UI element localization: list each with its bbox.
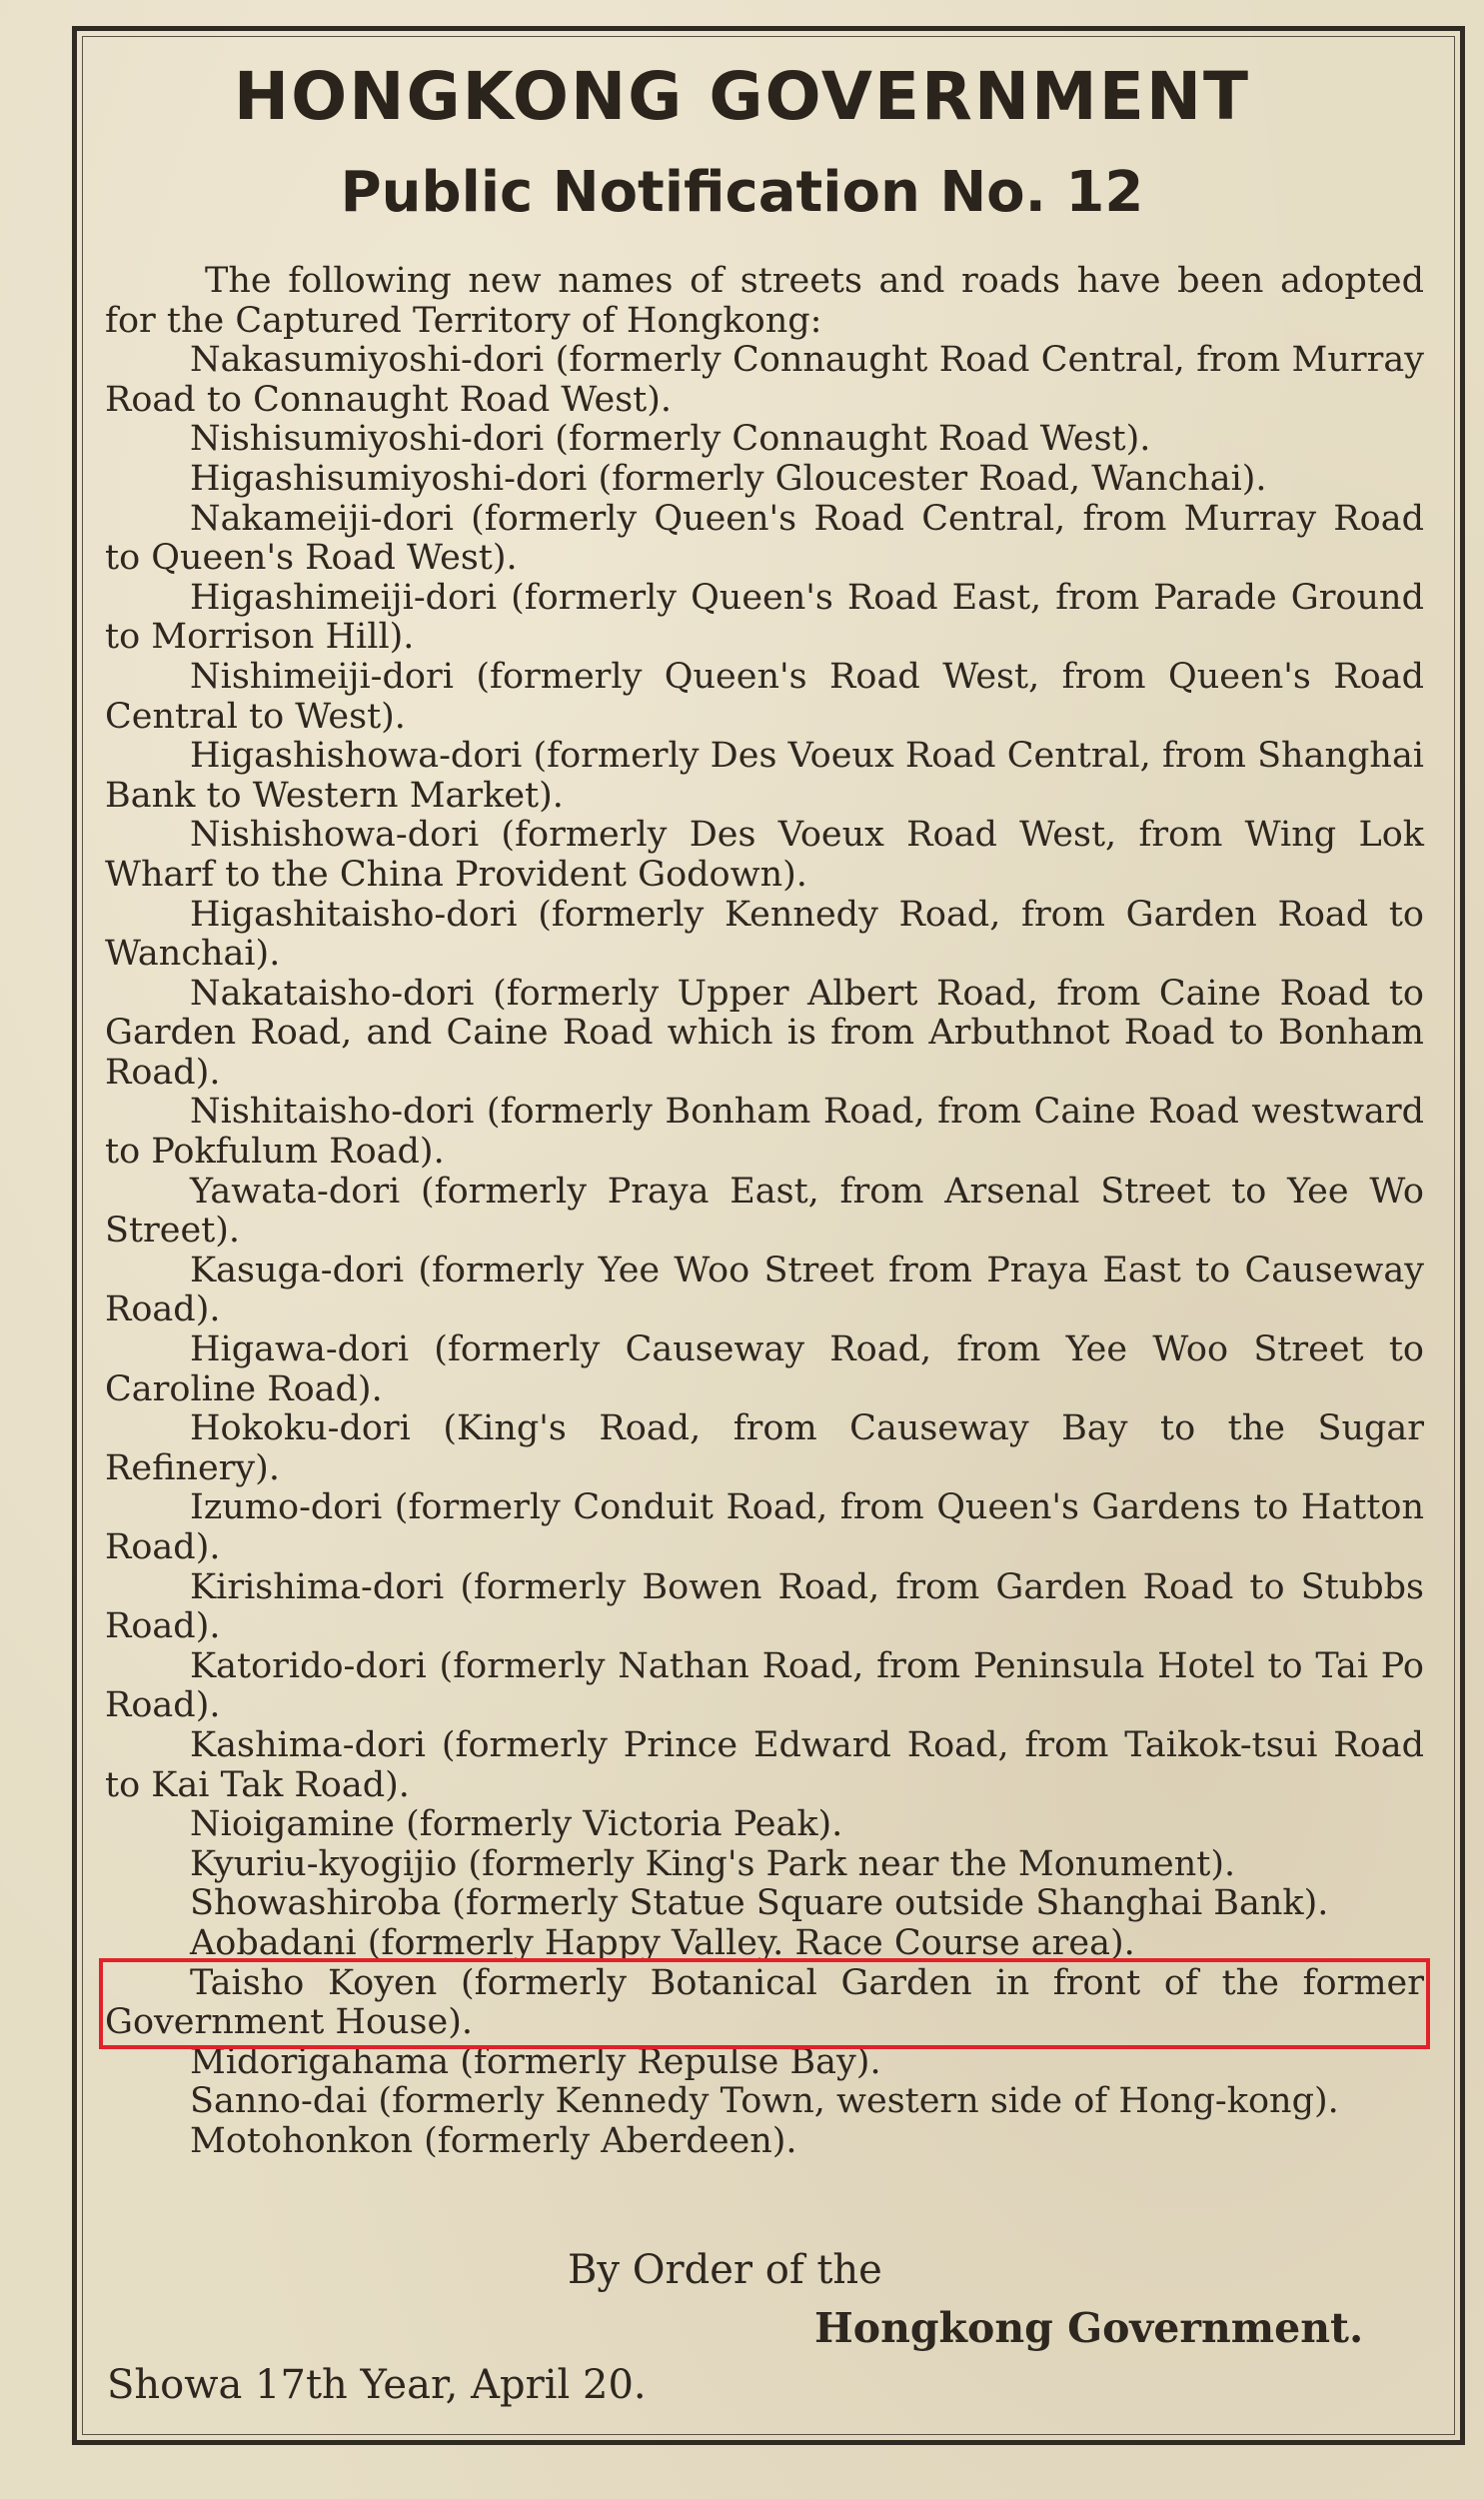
street-entry: Nakataisho-dori (formerly Upper Albert Road, from Caine Road to Garden Road, and Caine Road which is from Arbuthnot Road to Bonham Road). [105,973,1424,1093]
government-signature: Hongkong Government. [814,2304,1364,2352]
street-entry: Hokoku-dori (King's Road, from Causeway Bay to the Sugar Refinery). [105,1408,1424,1488]
street-entry: Showashiroba (formerly Statue Square outside Shanghai Bank). [190,1883,1329,1924]
street-entry: Kirishima-dori (formerly Bowen Road, from Garden Road to Stubbs Road). [105,1566,1424,1647]
notice-body [105,262,1424,2162]
street-entry: Nakameiji-dori (formerly Queen's Road Central, from Murray Road to Queen's Road West). [105,498,1424,579]
street-entry: Kashima-dori (formerly Prince Edward Road, from Taikok-tsui Road to Kai Tak Road). [105,1724,1424,1805]
notice-headline: HONGKONG GOVERNMENT [233,58,1251,135]
street-entry: Kasuga-dori (formerly Yee Woo Street from Praya East to Causeway Road). [105,1250,1424,1330]
street-entry: Midorigahama (formerly Repulse Bay). [190,2041,881,2082]
highlighted-street-entry: Taisho Koyen (formerly Botanical Garden in front of the former Government House). [105,1962,1424,2043]
street-entry: Nishishowa-dori (formerly Des Voeux Road West, from Wing Lok Wharf to the China Provident Godown). [105,815,1424,895]
street-entry: Higawa-dori (formerly Causeway Road, from Yee Woo Street to Caroline Road). [105,1329,1424,1409]
street-entry: Nioigamine (formerly Victoria Peak). [190,1804,843,1845]
street-entry: Yawata-dori (formerly Praya East, from Arsenal Street to Yee Wo Street). [105,1171,1424,1251]
street-entry: Sanno-dai (formerly Kennedy Town, western side of Hong-kong). [190,2081,1339,2122]
street-entry: Higashishowa-dori (formerly Des Voeux Road Central, from Shanghai Bank to Western Market). [105,736,1424,816]
street-entry: Aobadani (formerly Happy Valley. Race Course area). [190,1922,1135,1963]
street-entry: Izumo-dori (formerly Conduit Road, from Queen's Gardens to Hatton Road). [105,1487,1424,1567]
by-order-line: By Order of the [568,2247,882,2293]
street-entry: Higashitaisho-dori (formerly Kennedy Road, from Garden Road to Wanchai). [105,894,1424,975]
street-entry: Nishitaisho-dori (formerly Bonham Road, from Caine Road westward to Pokfulum Road). [105,1092,1424,1173]
street-entry: Higashimeiji-dori (formerly Queen's Road East, from Parade Ground to Morrison Hill). [105,577,1424,658]
notice-subhead: Public Notification No. 12 [340,160,1144,225]
street-entry: Nishimeiji-dori (formerly Queen's Road West, from Queen's Road Central to West). [105,656,1424,737]
street-entry: Katorido-dori (formerly Nathan Road, from Peninsula Hotel to Tai Po Road). [105,1645,1424,1726]
street-entry: Nakasumiyoshi-dori (formerly Connaught Road Central, from Murray Road to Connaught Road West). [105,340,1424,420]
notice-date: Showa 17th Year, April 20. [107,2362,647,2408]
street-entry: Higashisumiyoshi-dori (formerly Gloucester Road, Wanchai). [190,458,1267,499]
street-entry: Kyuriu-kyogijio (formerly King's Park near the Monument). [190,1843,1236,1884]
street-entry: Motohonkon (formerly Aberdeen). [190,2120,797,2161]
notice-intro: The following new names of streets and roads have been adopted for the Captured Territory of Hongkong: [105,261,1424,341]
street-entry: Nishisumiyoshi-dori (formerly Connaught Road West). [190,419,1151,460]
street-name-list [105,341,1424,2161]
